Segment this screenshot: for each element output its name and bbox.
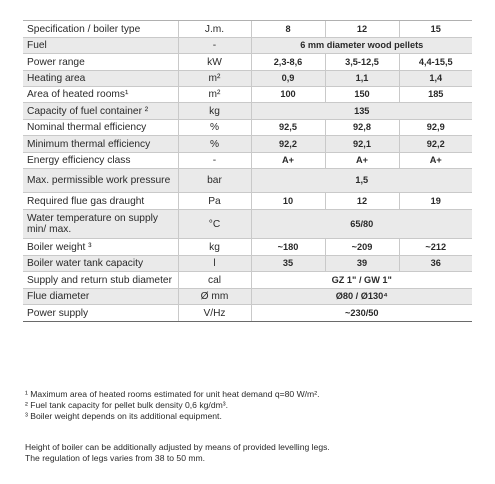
spec-row xyxy=(23,38,472,54)
spec-unit: Ø mm xyxy=(178,289,251,305)
spec-value: 19 xyxy=(399,193,472,210)
footnotes xyxy=(25,389,319,422)
footnote-1: ¹ Maximum area of heated rooms estimated for unit heat demand q=80 W/m². xyxy=(25,389,320,399)
spec-value: 1,4 xyxy=(399,71,472,87)
note-height-adjustment: Height of boiler can be additionally adjusted by means of provided levelling legs. xyxy=(25,442,330,452)
spec-value: 3,5-12,5 xyxy=(325,54,399,71)
spec-value: A+ xyxy=(251,153,325,169)
spec-row xyxy=(23,289,472,305)
spec-unit: cal xyxy=(178,272,251,289)
note-leg-regulation: The regulation of legs varies from 38 to 50 mm. xyxy=(25,453,206,463)
spec-value: 8 xyxy=(251,21,325,38)
spec-value: 35 xyxy=(251,256,325,272)
spec-row xyxy=(23,87,472,103)
spec-row xyxy=(23,305,472,322)
spec-row xyxy=(23,169,472,193)
spec-row xyxy=(23,256,472,272)
spec-value-all-types: 65/80 xyxy=(251,210,472,239)
spec-label: Max. permissible work pressure xyxy=(23,169,178,193)
spec-value: 92,5 xyxy=(251,120,325,136)
spec-label: Minimum thermal efficiency xyxy=(23,136,178,153)
spec-label: Power range xyxy=(23,54,178,71)
spec-value: 39 xyxy=(325,256,399,272)
spec-unit: bar xyxy=(178,169,251,193)
spec-label: Flue diameter xyxy=(23,289,178,305)
spec-value-all-types: Ø80 / Ø130⁴ xyxy=(251,289,472,305)
spec-label: Heating area xyxy=(23,71,178,87)
footnote-2: ² Fuel tank capacity for pellet bulk density 0,6 kg/dm³. xyxy=(25,400,229,410)
spec-row xyxy=(23,193,472,210)
spec-unit: J.m. xyxy=(178,21,251,38)
spec-label: Area of heated rooms¹ xyxy=(23,87,178,103)
spec-unit: % xyxy=(178,136,251,153)
spec-unit: % xyxy=(178,120,251,136)
spec-value: ~209 xyxy=(325,239,399,256)
spec-value: A+ xyxy=(325,153,399,169)
spec-value-all-types: 135 xyxy=(251,103,472,120)
spec-value: 0,9 xyxy=(251,71,325,87)
spec-label: Required flue gas draught xyxy=(23,193,178,210)
spec-value: 92,8 xyxy=(325,120,399,136)
spec-value: 92,1 xyxy=(325,136,399,153)
spec-value: 1,1 xyxy=(325,71,399,87)
spec-label: Specification / boiler type xyxy=(23,21,178,38)
spec-unit: - xyxy=(178,38,251,54)
spec-label: Nominal thermal efficiency xyxy=(23,120,178,136)
spec-value: 12 xyxy=(325,193,399,210)
spec-value: 2,3-8,6 xyxy=(251,54,325,71)
spec-unit: kg xyxy=(178,239,251,256)
footnote-3: ³ Boiler weight depends on its additional equipment. xyxy=(25,411,222,421)
spec-unit: m² xyxy=(178,87,251,103)
spec-value-all-types: 1,5 xyxy=(251,169,472,193)
spec-label: Water temperature on supply min/ max. xyxy=(23,210,178,239)
leveling-notes xyxy=(25,442,330,464)
spec-value: 92,2 xyxy=(399,136,472,153)
spec-row xyxy=(23,103,472,120)
spec-label: Power supply xyxy=(23,305,178,322)
spec-value: 150 xyxy=(325,87,399,103)
spec-row xyxy=(23,120,472,136)
spec-row xyxy=(23,153,472,169)
spec-row xyxy=(23,210,472,239)
spec-label: Supply and return stub diameter xyxy=(23,272,178,289)
spec-row xyxy=(23,71,472,87)
spec-value: ~180 xyxy=(251,239,325,256)
specification-table xyxy=(23,20,472,322)
specification-table-body xyxy=(23,21,472,322)
spec-label: Energy efficiency class xyxy=(23,153,178,169)
spec-row xyxy=(23,136,472,153)
spec-value: 12 xyxy=(325,21,399,38)
spec-value: 10 xyxy=(251,193,325,210)
spec-value: 185 xyxy=(399,87,472,103)
spec-value: A+ xyxy=(399,153,472,169)
spec-value: 4,4-15,5 xyxy=(399,54,472,71)
spec-value: 92,2 xyxy=(251,136,325,153)
spec-value: ~212 xyxy=(399,239,472,256)
spec-row xyxy=(23,21,472,38)
spec-value: 92,9 xyxy=(399,120,472,136)
spec-value-all-types: 6 mm diameter wood pellets xyxy=(251,38,472,54)
spec-label: Capacity of fuel container ² xyxy=(23,103,178,120)
spec-value: 15 xyxy=(399,21,472,38)
spec-row xyxy=(23,272,472,289)
spec-unit: kg xyxy=(178,103,251,120)
spec-value: 100 xyxy=(251,87,325,103)
spec-unit: l xyxy=(178,256,251,272)
spec-unit: - xyxy=(178,153,251,169)
spec-unit: Pa xyxy=(178,193,251,210)
spec-value: 36 xyxy=(399,256,472,272)
spec-label: Boiler weight ³ xyxy=(23,239,178,256)
spec-value-all-types: ~230/50 xyxy=(251,305,472,322)
spec-unit: V/Hz xyxy=(178,305,251,322)
spec-label: Fuel xyxy=(23,38,178,54)
spec-row xyxy=(23,239,472,256)
spec-unit: °C xyxy=(178,210,251,239)
spec-row xyxy=(23,54,472,71)
spec-value-all-types: GZ 1" / GW 1" xyxy=(251,272,472,289)
spec-label: Boiler water tank capacity xyxy=(23,256,178,272)
spec-unit: kW xyxy=(178,54,251,71)
spec-unit: m² xyxy=(178,71,251,87)
